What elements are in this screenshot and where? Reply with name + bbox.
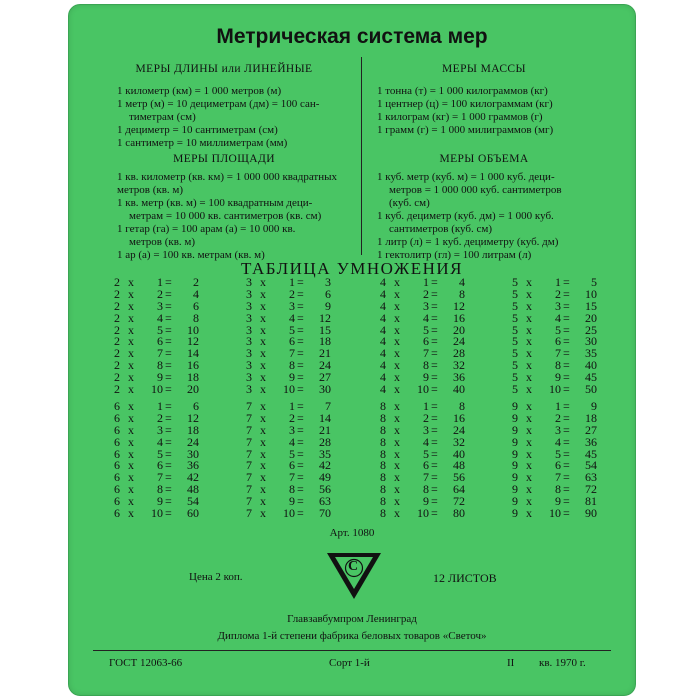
logo-letter: С <box>348 559 359 574</box>
volume-line: 1 гектолитр (гл) = 100 литрам (л) <box>377 249 532 261</box>
area-line: 1 кв. метр (кв. м) = 100 квадратным деци- <box>117 197 313 209</box>
length-heading: МЕРЫ ДЛИНЫ или ЛИНЕЙНЫЕ <box>135 63 313 75</box>
volume-line: метров = 1 000 000 куб. сантиметров <box>389 184 562 196</box>
area-line: метров (кв. м) <box>129 236 196 248</box>
quarter-label: кв. 1970 г. <box>539 657 586 669</box>
volume-line: сантиметров (куб. см) <box>389 223 493 235</box>
publisher-line: Главзавбумпром Ленинград <box>287 613 417 625</box>
article-number: Арт. 1080 <box>329 527 375 539</box>
volume-line: 1 куб. дециметр (куб. дм) = 1 000 куб. <box>377 210 554 222</box>
diploma-line: Диплома 1-й степени фабрика беловых товаров «Светоч» <box>217 630 487 642</box>
mass-heading: МЕРЫ МАССЫ <box>442 63 526 75</box>
area-line: метрам = 10 000 кв. сантиметров (кв. см) <box>129 210 322 222</box>
area-heading: МЕРЫ ПЛОЩАДИ <box>173 153 275 165</box>
area-line: 1 ар (а) = 100 кв. метрам (кв. м) <box>117 249 265 261</box>
length-line: 1 километр (км) = 1 000 метров (м) <box>117 85 282 97</box>
volume-heading: МЕРЫ ОБЪЕМА <box>439 153 529 165</box>
multiplication-title: ТАБЛИЦА УМНОЖЕНИЯ <box>240 259 464 278</box>
area-line: 1 гетар (га) = 100 арам (а) = 10 000 кв. <box>117 223 296 235</box>
mass-line: 1 тонна (т) = 1 000 килограммов (кг) <box>377 85 548 97</box>
length-line: 1 метр (м) = 10 дециметрам (дм) = 100 сан- <box>117 98 320 110</box>
volume-line: (куб. см) <box>389 197 430 209</box>
mass-line: 1 центнер (ц) = 100 килограммам (кг) <box>377 98 553 110</box>
volume-line: 1 куб. метр (куб. м) = 1 000 куб. деци- <box>377 171 555 183</box>
length-list <box>117 85 357 150</box>
area-list <box>117 171 355 262</box>
mass-list <box>377 85 617 137</box>
length-line: тиметрам (см) <box>129 111 196 123</box>
length-line: 1 сантиметр = 10 миллиметрам (мм) <box>117 137 288 149</box>
page-title: Метрическая система мер <box>216 25 488 48</box>
gost-label: ГОСТ 12063-66 <box>109 657 183 669</box>
price-label: Цена 2 коп. <box>189 571 243 583</box>
volume-line: 1 литр (л) = 1 куб. дециметру (куб. дм) <box>377 236 559 248</box>
volume-list <box>377 171 617 262</box>
mass-line: 1 килограм (кг) = 1 000 граммов (г) <box>377 111 543 123</box>
grade-label: Сорт 1-й <box>329 657 370 669</box>
length-line: 1 дециметр = 10 сантиметрам (см) <box>117 124 278 136</box>
mass-line: 1 грамм (г) = 1 000 милиграммов (мг) <box>377 124 554 136</box>
sheet-count: 12 ЛИСТОВ <box>433 571 497 585</box>
quality-mark-logo <box>325 551 383 601</box>
footer-divider <box>93 650 611 651</box>
column-divider <box>361 57 362 255</box>
roman-label: II <box>507 657 515 669</box>
notebook-cover: Метрическая система мер МЕРЫ ДЛИНЫ или ЛИНЕЙНЫЕ 1 километр (км) = 1 000 метров (м) 1 метр (м) = 10 дециметрам (дм) = 100 сан- тиметрам (см) 1 дециметр = 10 сантиметрам (см) 1 сантиметр = 10 миллиметрам (мм) МЕРЫ МАССЫ 1 тонна (т) = 1 000 килограммов (кг) 1 центнер (ц) = 100 килограммам (кг) 1 килограм (кг) = 1 000 граммов (г) 1 грамм (г) = 1 000 милиграммов (мг) МЕРЫ ПЛОЩАДИ 1 кв. километр (кв. км) = 1 000 000 квадратных метров (кв. м) 1 кв. метр (кв. м) = 100 квадратным деци- метрам = 10 000 кв. сантиметров (кв. см) 1 гетар (га) = 100 арам (а) = 10 000 кв. метров (кв. м) 1 ар (а) = 100 кв. метрам (кв. м) МЕРЫ ОБЪЕМА 1 куб. метр (куб. м) = 1 000 куб. деци- метров = 1 000 000 куб. сантиметров (куб. см) 1 куб. дециметр (куб. дм) = 1 000 куб. сантиметров (куб. см) 1 литр (л) = 1 куб. дециметру (куб. дм) 1 гектолитр (гл) = 100 литрам (л) ТАБЛИЦА УМНОЖЕНИЯ Арт. 1080 Цена 2 коп. 12 ЛИСТОВ С Главзавбумпром Ленинград Диплома 1-й степени фабрика беловых товаров «Светоч» ГОСТ 12063-66 Сорт 1-й II кв. 1970 г. 2 x 1 = 2 2 x 2 = 4 2 x 3 = 6 2 x 4 = 8 2 x 5 = 10 2 x 6 = 12 2 x 7 = 14 2 x 8 = 16 2 x 9 = 18 2 x 10 = 20 3 x 1 = 3 3 x 2 = 6 3 x 3 = 9 3 x 4 = 12 3 x 5 = 15 3 x 6 = 18 3 x 7 = 21 3 x 8 = 24 3 x 9 = 27 3 x 10 = 30 4 x 1 = 4 4 x 2 = 8 4 x 3 = 12 4 x 4 = 16 4 x 5 = 20 4 x 6 = 24 4 x 7 = 28 4 x 8 = 32 4 x 9 = 36 4 x 10 = 40 5 x 1 = 5 5 x 2 = 10 5 x 3 = 15 5 x 4 = 20 5 x 5 = 25 5 x 6 = 30 5 x 7 = 35 5 x 8 = 40 5 x 9 = 45 5 x 10 = 50 6 x 1 = 6 6 x 2 = 12 6 x 3 = 18 6 x 4 = 24 6 x 5 = 30 6 x 6 = 36 6 x 7 = 42 6 x 8 = 48 6 x 9 = 54 6 x 10 = 60 7 x 1 = 7 7 x 2 = 14 7 x 3 = 21 7 x 4 = 28 7 x 5 = 35 7 x 6 = 42 7 x 7 = 49 7 x 8 = 56 7 x 9 = 63 7 x 10 = 70 8 x 1 = 8 8 x 2 = 16 8 x 3 = 24 8 x 4 = 32 8 x 5 = 40 8 x 6 = 48 8 x 7 = 56 8 x 8 = 64 8 x 9 = 72 8 x 10 = 80 9 x 1 = 9 9 x 2 = 18 9 x 3 = 27 9 x 4 = 36 9 x 5 = 45 9 x 6 = 54 9 x 7 = 63 9 x 8 = 72 9 x 9 = 81 9 x 10 = 90 <box>68 4 636 696</box>
area-line: 1 кв. километр (кв. км) = 1 000 000 квадратных метров (кв. м) <box>117 171 338 196</box>
